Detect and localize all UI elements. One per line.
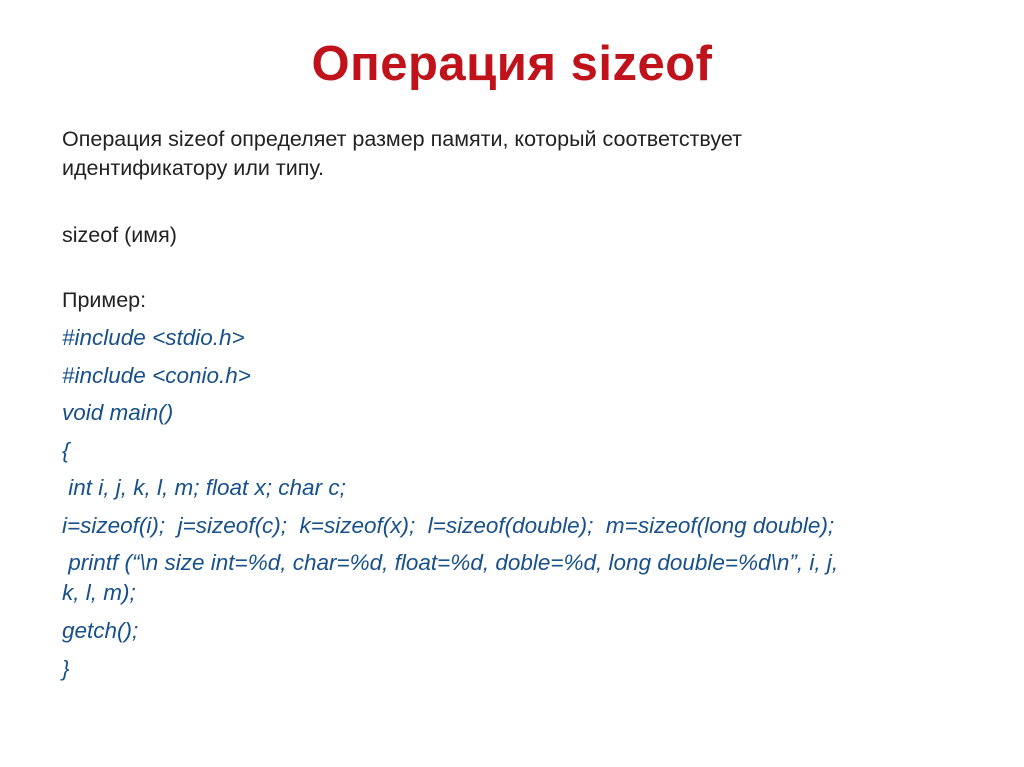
- code-line: #include <conio.h>: [62, 362, 251, 388]
- code-line: int i, j, k, l, m; float x; char c;: [62, 475, 346, 500]
- code-line: k, l, m);: [62, 580, 136, 605]
- code-example: [62, 319, 982, 687]
- code-line: }: [62, 655, 70, 681]
- intro-paragraph: [62, 125, 962, 183]
- code-line: getch();: [62, 618, 139, 643]
- example-label: Пример:: [62, 288, 147, 312]
- intro-line: Операция sizeof определяет размер памяти, который соответствует: [62, 127, 742, 151]
- intro-line: идентификатору или типу.: [62, 156, 324, 180]
- syntax-line: sizeof (имя): [62, 223, 177, 247]
- slide-title: Операция sizeof: [311, 37, 713, 91]
- code-line: {: [62, 437, 70, 463]
- code-line: #include <stdio.h>: [62, 325, 245, 350]
- code-line: i=sizeof(i); j=sizeof(c); k=sizeof(x); l=sizeof(double); m=sizeof(long double);: [62, 512, 835, 538]
- code-line: void main(): [62, 400, 174, 425]
- code-line: printf (“\n size int=%d, char=%d, float=%d, doble=%d, long double=%d\n”, i, j,: [62, 550, 839, 575]
